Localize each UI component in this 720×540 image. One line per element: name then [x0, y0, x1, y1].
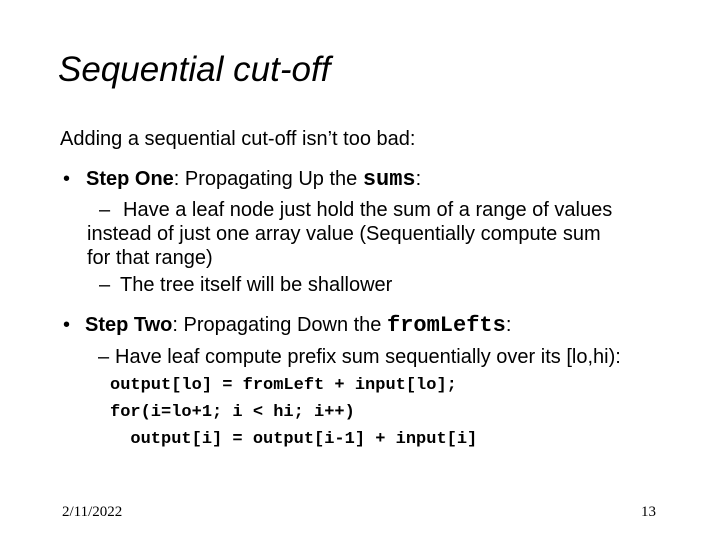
bullet-step-two: [85, 313, 511, 338]
step-one-label: Step One: [86, 168, 174, 190]
sub-bullet-line: instead of just one array value (Sequentially compute sum: [87, 223, 601, 245]
sub-bullet-shallower-tree: The tree itself will be shallower: [120, 274, 393, 296]
footer-date: 2/11/2022: [62, 504, 123, 520]
sums-code-term: sums: [362, 167, 416, 192]
sub-bullet-leaf-node: [87, 198, 612, 270]
dash-icon: –: [99, 274, 111, 296]
code-line: output[lo] = fromLeft + input[lo];: [110, 376, 457, 395]
code-block: [110, 372, 477, 453]
bullet-icon: •: [63, 168, 71, 190]
slide-title: Sequential cut-off: [58, 50, 331, 89]
step-one-mid-text: : Propagating Up the: [173, 168, 363, 190]
sub-bullet-line: for that range): [87, 247, 213, 269]
step-two-colon: :: [505, 314, 512, 336]
fromlefts-code-term: fromLefts: [387, 313, 506, 338]
step-two-label: Step Two: [85, 314, 173, 336]
code-line: output[i] = output[i-1] + input[i]: [110, 430, 478, 449]
code-line: for(i=lo+1; i < hi; i++): [110, 403, 355, 422]
footer-page-number: 13: [641, 504, 656, 520]
dash-icon: –: [98, 346, 110, 368]
sub-bullet-prefix-sum: Have leaf compute prefix sum sequentially over its [lo,hi):: [115, 346, 621, 368]
step-one-colon: :: [415, 168, 422, 190]
dash-icon: –: [99, 199, 111, 221]
sub-bullet-line: Have a leaf node just hold the sum of a range of values: [123, 199, 613, 221]
bullet-step-one: [86, 167, 421, 192]
step-two-mid-text: : Propagating Down the: [172, 314, 387, 336]
intro-paragraph: Adding a sequential cut-off isn’t too bad:: [60, 128, 416, 150]
bullet-icon: •: [63, 314, 71, 336]
